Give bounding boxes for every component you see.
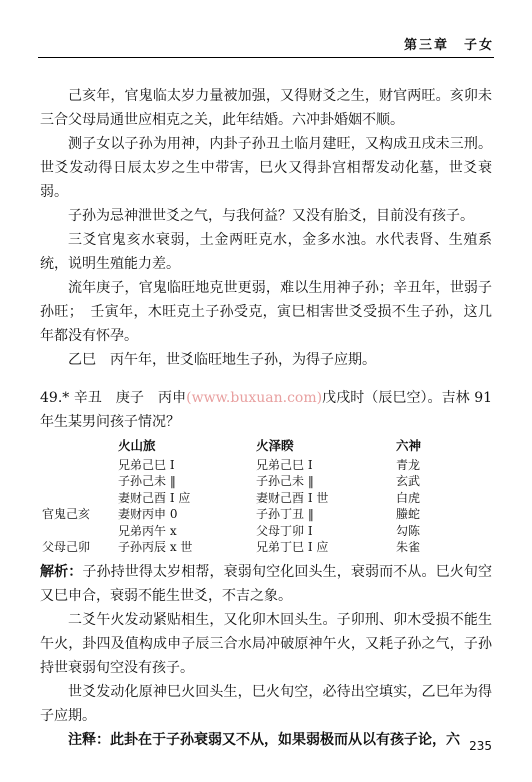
hex-original-line: 兄弟丙午 x <box>118 523 177 538</box>
hex-changed-line: 妻财己酉 Ⅰ 世 <box>256 490 329 505</box>
paragraph: 流年庚子，官鬼临旺地克世更弱，难以生用神子孙；辛丑年，世弱子孙旺； 壬寅年，木旺克土子孙受克，寅巳相害世爻受损不生子孙，这几年都没有怀孕。 <box>40 280 492 344</box>
analysis-label: 解析： <box>40 563 83 580</box>
paragraph: 世爻发动化原神巳火回头生，巳火旬空，必待出空填实，乙巳年为得子应期。 <box>40 683 492 724</box>
spacer <box>40 372 492 386</box>
hex-hidden-line <box>42 523 118 540</box>
hex-original-line: 妻财丙申 0 <box>118 507 178 521</box>
hex-original-line: 妻财己酉 Ⅰ 应 <box>118 490 191 505</box>
hex-original-line: 子孙己未 ‖ <box>118 474 176 488</box>
hex-hidden-line <box>42 490 118 507</box>
paragraph: 子孙为忌神泄世爻之气，与我何益？又没有胎爻，目前没有孩子。 <box>68 208 474 224</box>
header-rule <box>38 57 494 58</box>
note-text: 此卦在于子孙衰弱又不从，如果弱极而从以有孩子论，六 <box>110 731 460 748</box>
hexagram-header-changed: 火泽睽 <box>256 438 294 453</box>
hexagram-table <box>42 438 492 556</box>
hexagram-header <box>42 438 118 457</box>
paragraph: 乙巳 丙午年，世爻临旺地生子孙，为得子应期。 <box>68 352 376 368</box>
hex-changed-line: 子孙己未 ‖ <box>256 474 314 488</box>
paragraph: 测子女以子孙为用神，内卦子孙丑土临月建旺，又构成丑戌未三刑。世爻发动得日辰太岁之生中带害，巳火又得卦宫相帮发动化墓，世爻衰弱。 <box>40 136 492 200</box>
hex-changed-line: 父母丁卯 Ⅰ <box>256 523 313 538</box>
note-label: 注释： <box>68 731 110 748</box>
problem-date: 49.* 辛丑 庚子 丙申 <box>40 390 187 406</box>
chapter-header: 第三章 子女 <box>403 38 494 53</box>
problem-question: 。吉林 91 年生某男问孩子情况？ <box>40 390 493 430</box>
hex-spirit: 青龙 <box>396 457 421 472</box>
hex-original-line: 子孙丙辰 x 世 <box>118 540 193 554</box>
hex-hidden-line <box>42 473 118 490</box>
page-number: 235 <box>469 739 492 753</box>
note-paragraph <box>40 728 492 752</box>
hex-spirit: 螣蛇 <box>396 507 421 521</box>
hex-original-line: 兄弟己巳 Ⅰ <box>118 457 175 472</box>
paragraph: 二爻午火发动紧贴相生，又化卯木回头生。子卯刑、卯木受损不能生午火，卦四及值构成申子辰三合水局冲破原神午火，又耗子孙之气，子孙持世衰弱旬空没有孩子。 <box>40 611 492 676</box>
hex-spirit: 朱雀 <box>396 540 421 554</box>
hexagram-header-original: 火山旅 <box>118 438 156 453</box>
analysis-paragraph <box>40 560 492 608</box>
hex-spirit: 勾陈 <box>396 523 421 538</box>
hex-spirit: 白虎 <box>396 490 421 505</box>
hex-hidden-line: 父母己卯 <box>42 540 91 554</box>
hex-hidden-line: 官鬼己亥 <box>42 507 91 521</box>
watermark: (www.buxuan.com) <box>186 390 323 406</box>
hexagram-header-spirits: 六神 <box>396 438 422 453</box>
hex-changed-line: 兄弟己巳 Ⅰ <box>256 457 313 472</box>
hex-changed-line: 兄弟丁巳 Ⅰ 应 <box>256 540 329 554</box>
problem-statement <box>40 386 492 434</box>
problem-hour: 戊戌时（辰巳空） <box>322 390 428 406</box>
page-content <box>40 84 492 752</box>
hex-spirit: 玄武 <box>396 474 421 488</box>
hex-changed-line: 子孙丁丑 ‖ <box>256 507 314 521</box>
paragraph: 己亥年，官鬼临太岁力量被加强，又得财爻之生，财官两旺。亥卯未三合父母局通世应相克之关，此年结婚。六冲卦婚姻不顺。 <box>40 88 492 128</box>
hex-hidden-line <box>42 457 118 474</box>
paragraph: 三爻官鬼亥水衰弱，土金两旺克水，金多水浊。水代表肾、生殖系统，说明生殖能力差。 <box>40 232 492 272</box>
analysis-text: 子孙持世得太岁相帮，衰弱旬空化回头生，衰弱而不从。巳火旬空又巳申合，衰弱不能生世爻，不吉之象。 <box>40 563 493 604</box>
